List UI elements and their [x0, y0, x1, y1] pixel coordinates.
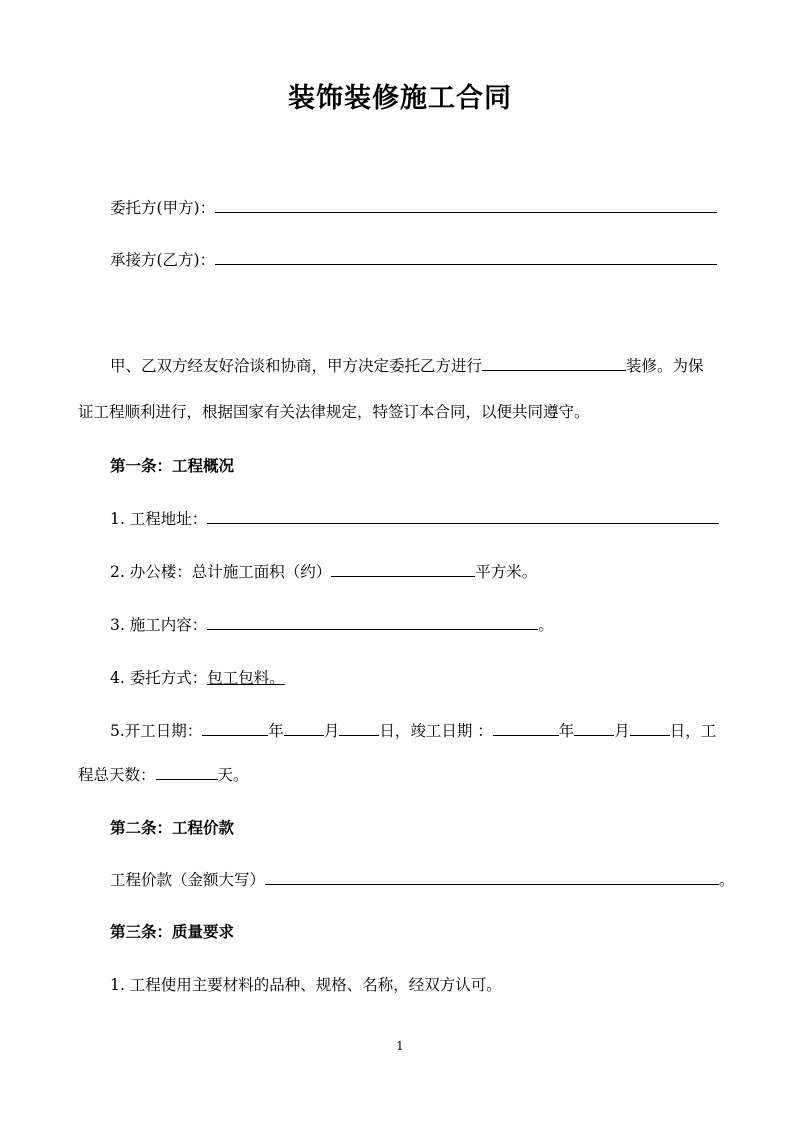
end-year-unit: 年 [558, 722, 575, 740]
party-a-label: 委托方(甲方)： [110, 199, 216, 217]
construction-content-label: 3. 施工内容： [110, 616, 208, 634]
construction-area-label: 2. 办公楼：总计施工面积（约） [110, 563, 332, 581]
article-1-heading: 第一条：工程概况 [110, 457, 235, 475]
construction-content-line [110, 613, 554, 635]
materials-clause: 1. 工程使用主要材料的品种、规格、名称，经双方认可。 [110, 976, 502, 994]
intro-line-2: 证工程顺利进行，根据国家有关法律规定，特签订本合同，以便共同遵守。 [78, 403, 590, 421]
document-title: 装饰装修施工合同 [288, 83, 512, 114]
end-day-blank[interactable] [630, 719, 670, 736]
start-month-blank[interactable] [284, 719, 324, 736]
start-day-blank[interactable] [339, 719, 379, 736]
party-b-label: 承接方(乙方)： [110, 251, 216, 269]
construction-area-unit: 平方米。 [475, 563, 538, 581]
start-month-unit: 月 [323, 722, 340, 740]
schedule-line [110, 719, 716, 741]
commission-method-value: 包工包料。 [207, 669, 285, 687]
construction-area-blank[interactable] [331, 560, 475, 577]
total-days-line [78, 763, 249, 785]
end-year-blank[interactable] [493, 719, 559, 736]
total-days-label: 程总天数： [78, 766, 156, 784]
start-year-blank[interactable] [202, 719, 268, 736]
commission-method-label: 4. 委托方式： [110, 669, 208, 687]
end-month-unit: 月 [614, 722, 630, 740]
commission-method-line [110, 666, 285, 688]
construction-content-suffix: 。 [538, 616, 554, 634]
intro-text-1: 甲、乙双方经友好洽谈和协商，甲方决定委托乙方进行 [110, 357, 483, 375]
start-date-label: 5.开工日期： [110, 722, 203, 740]
construction-content-blank[interactable] [207, 613, 538, 630]
total-days-unit: 天。 [217, 766, 249, 784]
party-b-blank[interactable] [215, 248, 717, 265]
start-year-unit: 年 [268, 722, 284, 740]
decoration-scope-blank[interactable] [482, 354, 626, 371]
project-price-line [110, 868, 735, 890]
article-2-heading: 第二条：工程价款 [110, 819, 235, 837]
construction-area-line [110, 560, 537, 582]
end-day-unit: 日，工 [669, 722, 717, 740]
completion-date-label: 日，竣工日期 ： [379, 722, 493, 740]
page-number: 1 [396, 1039, 404, 1053]
party-b-line [110, 248, 717, 270]
intro-line-1 [110, 354, 704, 376]
project-price-blank[interactable] [265, 868, 719, 885]
article-3-heading: 第三条：质量要求 [110, 923, 235, 941]
project-address-label: 1. 工程地址： [110, 510, 208, 528]
project-address-line [110, 507, 719, 529]
total-days-blank[interactable] [156, 763, 218, 780]
project-price-label: 工程价款（金额大写） [110, 871, 266, 889]
intro-text-2: 装修。为保 [626, 357, 704, 375]
project-address-blank[interactable] [207, 507, 719, 524]
party-a-line [110, 196, 717, 218]
end-month-blank[interactable] [574, 719, 614, 736]
project-price-suffix: 。 [719, 871, 735, 889]
party-a-blank[interactable] [215, 196, 717, 213]
